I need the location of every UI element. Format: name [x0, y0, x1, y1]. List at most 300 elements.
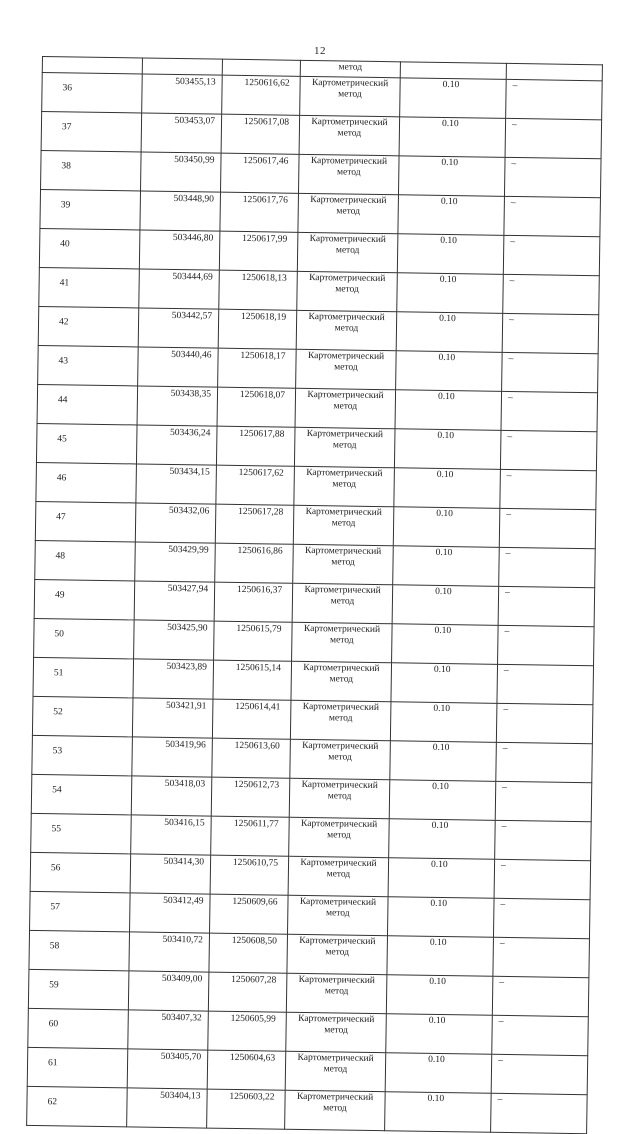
- coord-y: 1250618,07: [239, 389, 286, 401]
- accuracy-value: 0.10: [428, 1015, 446, 1027]
- coord-x: 503440,46: [171, 349, 212, 361]
- method-line-1: Картометрический: [310, 156, 388, 168]
- point-number: 46: [56, 473, 67, 484]
- coord-x: 503416,15: [164, 817, 205, 829]
- coord-y: 1250604,63: [229, 1052, 276, 1064]
- method-line-2: метод: [335, 284, 359, 295]
- cell-point-number: [38, 345, 139, 385]
- accuracy-value: 0.10: [432, 781, 449, 793]
- cell-y: [208, 1011, 287, 1051]
- coord-y: 1250617,88: [239, 428, 285, 440]
- point-number: 37: [61, 122, 72, 133]
- cell-dash: [499, 508, 596, 548]
- cell-method: [290, 739, 391, 779]
- method-line: метод: [338, 62, 363, 73]
- cell-dash: [503, 274, 600, 314]
- method-line-2: метод: [334, 323, 359, 334]
- cell-y: [222, 59, 300, 76]
- cell-accuracy: [396, 351, 503, 392]
- cell-accuracy: [392, 624, 499, 665]
- coord-y: 1250615,14: [235, 662, 282, 674]
- cell-dash: [500, 469, 597, 509]
- cell-accuracy: [394, 468, 501, 509]
- accuracy-value: 0.10: [429, 976, 447, 988]
- cell-y: [220, 153, 299, 193]
- coordinates-table: [26, 56, 603, 1134]
- cell-accuracy: [398, 156, 505, 197]
- accuracy-value: 0.10: [431, 820, 449, 832]
- method-line-2: метод: [336, 167, 361, 178]
- cell-method: [292, 583, 393, 623]
- point-number: 55: [51, 824, 62, 835]
- accuracy-value: 0.10: [429, 937, 447, 949]
- point-number: 47: [56, 512, 66, 523]
- cell-y: [213, 660, 292, 700]
- cell-point-number: [34, 618, 135, 658]
- method-line-2: метод: [333, 401, 358, 412]
- coord-y: 1250612,73: [234, 779, 280, 791]
- dash-mark: –: [502, 782, 508, 793]
- cell-accuracy: [387, 936, 494, 977]
- cell-x: [127, 1049, 208, 1089]
- cell-dash: [494, 859, 591, 899]
- coord-x: 503414,30: [163, 856, 205, 868]
- cell-x: [142, 74, 223, 114]
- point-number: 54: [52, 785, 62, 796]
- point-number: 56: [50, 863, 61, 874]
- dash-mark: –: [506, 509, 512, 521]
- point-number: 45: [57, 434, 67, 445]
- point-number: 38: [61, 161, 71, 172]
- method-line-2: метод: [325, 947, 350, 958]
- point-number: 41: [59, 278, 70, 289]
- cell-accuracy: [390, 702, 497, 743]
- cell-y: [208, 972, 287, 1012]
- cell-accuracy: [385, 1053, 492, 1094]
- coord-x: 503446,80: [172, 232, 214, 244]
- cell-method: [294, 466, 395, 506]
- dash-mark: –: [500, 860, 506, 871]
- cell-dash: [492, 1015, 589, 1055]
- point-number: 53: [52, 746, 63, 757]
- accuracy-value: 0.10: [437, 430, 455, 442]
- cell-accuracy: [386, 975, 493, 1016]
- cell-dash: [493, 937, 590, 977]
- cell-y: [217, 387, 296, 427]
- cell-y: [221, 114, 300, 154]
- cell-accuracy: [398, 195, 505, 236]
- method-line-1: Картометрический: [306, 428, 384, 441]
- cell-point-number: [37, 384, 138, 424]
- accuracy-value: 0.10: [441, 118, 459, 130]
- cell-x: [135, 503, 216, 543]
- cell-y: [219, 231, 298, 271]
- cell-method: [299, 115, 400, 155]
- method-line-1: Картометрический: [306, 467, 383, 480]
- dash-mark: –: [500, 899, 506, 910]
- point-number: 42: [58, 317, 69, 328]
- cell-dash: [500, 430, 597, 470]
- coord-y: 1250616,86: [237, 545, 283, 557]
- cell-x: [127, 1088, 208, 1128]
- cell-x: [136, 425, 217, 465]
- point-number: 40: [60, 239, 70, 250]
- method-line-1: Картометрический: [309, 272, 386, 285]
- cell-point-number: [30, 852, 131, 892]
- method-line-1: Картометрический: [308, 311, 385, 324]
- cell-accuracy: [393, 507, 500, 548]
- cell-point-number: [39, 228, 140, 268]
- cell-dash: [495, 781, 592, 821]
- dash-mark: –: [505, 587, 510, 598]
- dash-mark: –: [503, 665, 509, 676]
- cell-x: [136, 464, 217, 504]
- point-number: 49: [54, 590, 65, 601]
- cell-dash: [504, 157, 601, 197]
- cell-dash: [496, 742, 593, 782]
- method-line-1: Картометрический: [305, 545, 382, 558]
- cell-method: [288, 856, 389, 896]
- cell-y: [207, 1089, 286, 1129]
- cell-x: [139, 269, 220, 309]
- cell-y: [210, 855, 289, 895]
- method-line-1: Картометрический: [299, 935, 376, 948]
- coord-x: 503404,13: [160, 1090, 201, 1102]
- cell-accuracy: [392, 585, 499, 626]
- cell-accuracy: [387, 897, 494, 938]
- cell-x: [142, 58, 222, 75]
- method-line-1: Картометрический: [299, 896, 377, 909]
- point-number: 50: [54, 629, 64, 640]
- method-line-1: Картометрический: [302, 740, 379, 753]
- dash-mark: –: [502, 743, 508, 754]
- cell-y: [220, 192, 299, 232]
- cell-x: [138, 347, 219, 387]
- cell-method: [295, 388, 396, 428]
- method-line-2: метод: [335, 245, 360, 256]
- coord-x: 503410,72: [162, 934, 203, 946]
- method-line-2: метод: [330, 596, 355, 607]
- coord-x: 503427,94: [167, 583, 209, 595]
- cell-y: [219, 270, 298, 310]
- coord-x: 503405,70: [160, 1051, 202, 1063]
- method-line-1: Картометрический: [301, 779, 378, 792]
- cell-point-number: [29, 930, 130, 970]
- method-line-2: метод: [327, 791, 352, 802]
- cell-point-number: [28, 1008, 129, 1048]
- coord-x: 503434,15: [169, 466, 210, 478]
- coord-y: 1250617,99: [242, 233, 288, 245]
- cell-point-number: [39, 267, 140, 307]
- coord-x: 503444,69: [172, 271, 213, 283]
- cell-dash: [496, 703, 593, 743]
- cell-y: [211, 777, 290, 817]
- point-number: 52: [53, 707, 63, 718]
- dash-mark: –: [508, 353, 514, 365]
- cell-y: [222, 75, 301, 115]
- cell-x: [128, 971, 209, 1011]
- cell-accuracy: [397, 234, 504, 275]
- point-number: 61: [47, 1058, 58, 1069]
- cell-method: [289, 817, 390, 857]
- cell-accuracy: [393, 546, 500, 587]
- accuracy-value: 0.10: [430, 859, 448, 871]
- point-number: 43: [58, 356, 69, 367]
- cell-point-number: [41, 150, 142, 190]
- cell-accuracy: [394, 429, 501, 470]
- cell-y: [218, 309, 297, 349]
- cell-dash: [497, 664, 594, 704]
- accuracy-value: 0.10: [435, 547, 453, 559]
- cell-accuracy: [395, 390, 502, 431]
- cell-x: [134, 620, 215, 660]
- cell-point-number: [27, 1086, 128, 1126]
- cell-method: [298, 154, 399, 194]
- accuracy-value: 0.10: [433, 664, 451, 676]
- cell-dash: [493, 898, 590, 938]
- cell-dash: [491, 1093, 588, 1133]
- point-number: 58: [49, 941, 60, 952]
- dash-mark: –: [512, 80, 518, 92]
- accuracy-value: 0.10: [440, 235, 457, 247]
- coord-y: 1250618,17: [240, 350, 286, 362]
- cell-method: [296, 310, 397, 350]
- dash-mark: –: [507, 392, 513, 404]
- coord-x: 503453,07: [174, 115, 216, 127]
- coord-y: 1250610,75: [232, 857, 279, 869]
- method-line-1: Картометрический: [311, 78, 389, 90]
- dash-mark: –: [498, 1055, 503, 1066]
- method-line-1: Картометрический: [310, 194, 387, 207]
- cell-accuracy: [391, 663, 498, 704]
- method-line-2: метод: [334, 362, 358, 373]
- cell-dash: [505, 118, 602, 158]
- accuracy-value: 0.10: [437, 391, 455, 403]
- method-line-1: Картометрический: [311, 117, 388, 129]
- cell-point-number: [41, 112, 142, 152]
- cell-dash: [503, 235, 600, 275]
- cell-point-number: [42, 57, 142, 74]
- method-line-1: Картометрический: [297, 1052, 374, 1065]
- cell-point-number: [33, 657, 134, 697]
- coord-y: 1250617,76: [242, 194, 288, 206]
- cell-method: [297, 271, 398, 311]
- cell-accuracy: [400, 62, 506, 80]
- cell-accuracy: [399, 117, 506, 158]
- cell-dash: [501, 391, 598, 431]
- dash-mark: –: [503, 704, 509, 715]
- accuracy-value: 0.10: [441, 157, 459, 169]
- cell-y: [215, 543, 294, 583]
- cell-method: [294, 427, 395, 467]
- dash-mark: –: [499, 938, 505, 949]
- cell-point-number: [35, 501, 136, 541]
- point-number: 57: [50, 902, 60, 913]
- cell-method: [286, 973, 387, 1013]
- accuracy-value: 0.10: [436, 508, 453, 520]
- method-line-1: Картометрический: [298, 974, 375, 987]
- cell-dash: [502, 313, 599, 353]
- accuracy-value: 0.10: [436, 469, 454, 481]
- cell-dash: [506, 79, 603, 119]
- dash-mark: –: [511, 119, 517, 131]
- cell-dash: [492, 976, 589, 1016]
- cell-method: [286, 1012, 387, 1052]
- coord-y: 1250608,50: [231, 935, 277, 947]
- accuracy-value: 0.10: [428, 1054, 445, 1066]
- coord-y: 1250615,79: [236, 623, 282, 635]
- coord-y: 1250617,46: [243, 155, 289, 167]
- cell-method: [298, 193, 399, 233]
- dash-mark: –: [505, 548, 511, 560]
- method-line-1: Картометрический: [305, 506, 382, 519]
- dash-mark: –: [499, 977, 505, 988]
- method-line-1: Картометрический: [302, 701, 380, 714]
- coord-y: 1250613,60: [234, 740, 280, 752]
- cell-point-number: [30, 891, 131, 931]
- coord-x: 503419,96: [165, 739, 206, 751]
- coord-x: 503432,06: [168, 505, 210, 517]
- point-number: 39: [60, 200, 71, 211]
- coord-y: 1250611,77: [233, 818, 279, 830]
- cell-x: [135, 542, 216, 582]
- method-line-2: метод: [324, 1025, 348, 1036]
- coord-x: 503412,49: [163, 895, 204, 907]
- coord-x: 503407,32: [161, 1012, 202, 1024]
- table-row: [27, 1086, 588, 1133]
- coord-y: 1250607,28: [231, 974, 277, 986]
- cell-point-number: [28, 969, 129, 1009]
- coord-y: 1250605,99: [230, 1013, 276, 1025]
- cell-point-number: [27, 1047, 128, 1087]
- cell-x: [130, 854, 211, 894]
- cell-dash: [498, 625, 595, 665]
- cell-dash: [498, 586, 595, 626]
- cell-point-number: [35, 540, 136, 580]
- cell-y: [218, 348, 297, 388]
- cell-x: [139, 230, 220, 270]
- point-number: 59: [49, 980, 59, 991]
- cell-x: [128, 1010, 209, 1050]
- cell-point-number: [34, 579, 135, 619]
- accuracy-value: 0.10: [434, 625, 452, 637]
- cell-y: [216, 426, 295, 466]
- method-line-2: метод: [336, 206, 361, 217]
- cell-x: [133, 659, 214, 699]
- dash-mark: –: [501, 821, 507, 832]
- method-line-1: Картометрический: [309, 233, 386, 246]
- cell-method: [291, 661, 392, 701]
- cell-dash: [499, 547, 596, 587]
- cell-method: [285, 1051, 386, 1091]
- cell-point-number: [32, 696, 133, 736]
- accuracy-value: 0.10: [435, 586, 452, 598]
- coord-y: 1250617,28: [238, 506, 284, 518]
- cell-y: [212, 699, 291, 739]
- cell-method: [300, 60, 400, 77]
- coord-x: 503438,35: [170, 388, 212, 400]
- cell-x: [141, 152, 222, 192]
- point-number: 48: [55, 551, 66, 562]
- method-line-1: Картометрический: [304, 584, 381, 597]
- cell-method: [289, 778, 390, 818]
- coord-x: 503436,24: [169, 427, 211, 439]
- cell-point-number: [36, 423, 137, 463]
- cell-x: [138, 308, 219, 348]
- cell-accuracy: [400, 78, 507, 119]
- cell-point-number: [36, 462, 137, 502]
- dash-mark: –: [504, 626, 510, 637]
- cell-y: [214, 621, 293, 661]
- cell-accuracy: [396, 312, 503, 353]
- page-number: 12: [314, 45, 326, 57]
- coord-x: 503448,90: [173, 193, 214, 205]
- coord-x: 503455,13: [175, 76, 216, 88]
- method-line-1: Картометрический: [300, 857, 377, 870]
- cell-dash: [504, 196, 601, 236]
- method-line-2: метод: [331, 518, 356, 529]
- dash-mark: –: [510, 236, 516, 248]
- dash-mark: –: [497, 1094, 503, 1105]
- coord-x: 503423,89: [166, 661, 208, 673]
- cell-method: [293, 505, 394, 545]
- method-line-2: метод: [323, 1064, 348, 1075]
- point-number: 60: [48, 1019, 59, 1030]
- accuracy-value: 0.10: [442, 79, 460, 91]
- cell-accuracy: [397, 273, 504, 314]
- cell-accuracy: [385, 1092, 492, 1133]
- method-line-2: метод: [328, 713, 353, 724]
- cell-dash: [495, 820, 592, 860]
- coord-y: 1250618,19: [240, 311, 287, 323]
- cell-x: [129, 932, 210, 972]
- coord-x: 503421,91: [165, 700, 207, 712]
- method-line-2: метод: [325, 908, 350, 919]
- cell-method: [287, 895, 388, 935]
- cell-point-number: [42, 73, 143, 113]
- coord-y: 1250609,66: [232, 896, 278, 908]
- method-line-1: Картометрический: [307, 350, 385, 363]
- method-line-1: Картометрический: [296, 1091, 374, 1104]
- dash-mark: –: [511, 158, 517, 170]
- method-line-2: метод: [331, 557, 355, 568]
- cell-y: [214, 582, 293, 622]
- coordinates-table-body: [27, 57, 603, 1134]
- dash-mark: –: [506, 470, 512, 482]
- accuracy-value: 0.10: [432, 742, 450, 754]
- cell-method: [285, 1090, 386, 1130]
- coord-x: 503418,03: [164, 778, 206, 790]
- point-number: 36: [62, 83, 73, 94]
- accuracy-value: 0.10: [439, 313, 456, 325]
- method-line-2: метод: [337, 128, 362, 139]
- cell-accuracy: [390, 741, 497, 782]
- cell-point-number: [31, 813, 132, 853]
- method-line-2: метод: [324, 986, 349, 997]
- point-number: 51: [53, 668, 64, 679]
- coord-y: 1250616,37: [236, 584, 283, 596]
- cell-point-number: [32, 735, 133, 775]
- cell-y: [209, 933, 288, 973]
- cell-y: [215, 504, 294, 544]
- cell-x: [134, 581, 215, 621]
- dash-mark: –: [498, 1016, 504, 1027]
- coord-y: 1250603,22: [229, 1091, 275, 1103]
- method-line-1: Картометрический: [303, 662, 380, 675]
- method-line-2: метод: [332, 440, 357, 451]
- accuracy-value: 0.10: [438, 352, 456, 364]
- cell-x: [131, 815, 212, 855]
